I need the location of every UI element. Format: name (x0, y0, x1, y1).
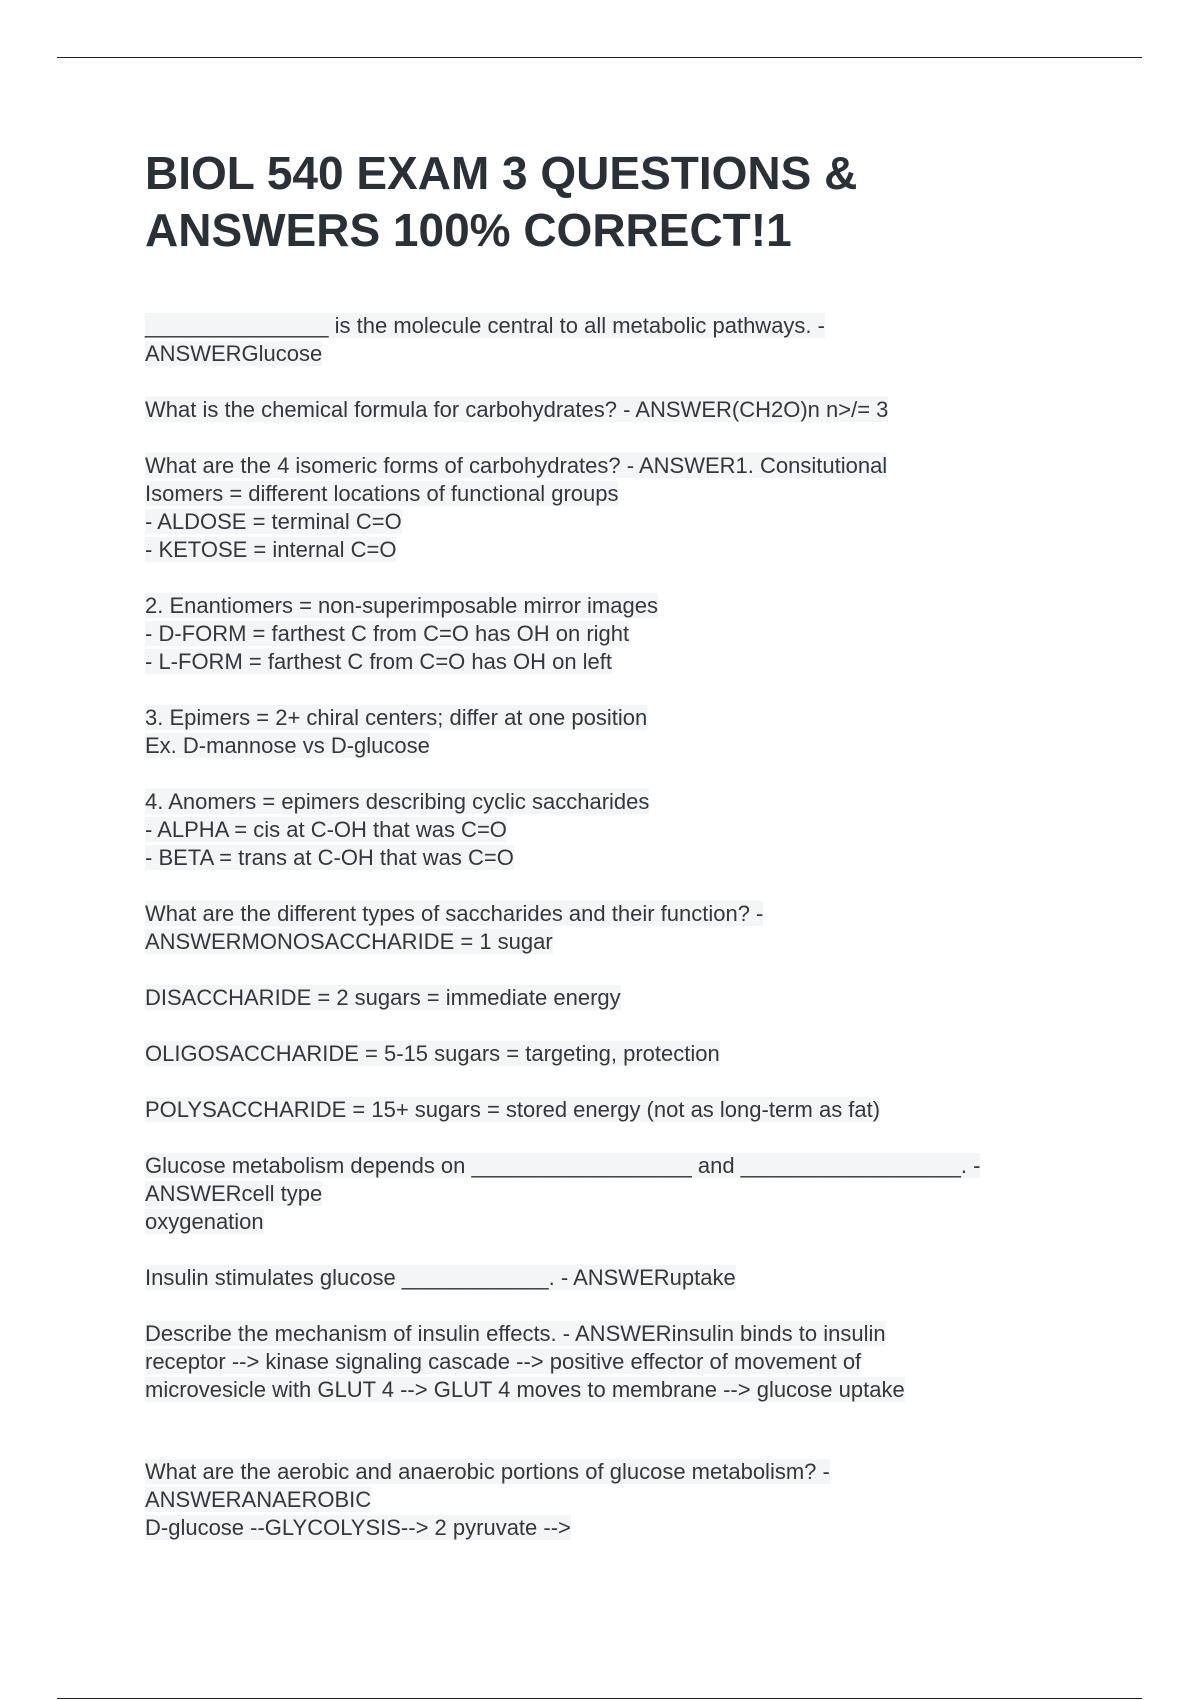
qa-line (145, 592, 1045, 620)
qa-line-text: - ALPHA = cis at C-OH that was C=O (145, 817, 507, 842)
qa-line-text: 2. Enantiomers = non-superimposable mirror images (145, 593, 658, 618)
qa-line (145, 1208, 1045, 1236)
qa-line (145, 1486, 1045, 1514)
qa-line-text: Ex. D-mannose vs D-glucose (145, 733, 430, 758)
qa-line (145, 340, 1045, 368)
qa-line (145, 788, 1045, 816)
qa-line-text: ANSWERGlucose (145, 341, 323, 366)
qa-line (145, 536, 1045, 564)
qa-line-text: - BETA = trans at C-OH that was C=O (145, 845, 514, 870)
qa-paragraph (145, 1458, 1045, 1542)
qa-line-text: DISACCHARIDE = 2 sugars = immediate energy (145, 985, 621, 1010)
qa-line (145, 648, 1045, 676)
qa-paragraph (145, 1152, 1045, 1236)
qa-line-text: ANSWERcell type (145, 1181, 323, 1206)
qa-line (145, 480, 1045, 508)
qa-line-text: 4. Anomers = epimers describing cyclic saccharides (145, 789, 650, 814)
bottom-rule (57, 1698, 1142, 1699)
title-line-1: BIOL 540 EXAM 3 QUESTIONS & (145, 147, 858, 199)
qa-line-text: Isomers = different locations of functional groups (145, 481, 619, 506)
qa-line (145, 1180, 1045, 1208)
qa-line-text: POLYSACCHARIDE = 15+ sugars = stored energy (not as long-term as fat) (145, 1097, 881, 1122)
qa-paragraph (145, 704, 1045, 760)
qa-line (145, 452, 1045, 480)
qa-line (145, 1320, 1045, 1348)
qa-line-text: OLIGOSACCHARIDE = 5-15 sugars = targeting, protection (145, 1041, 720, 1066)
qa-line-text: - ALDOSE = terminal C=O (145, 509, 402, 534)
qa-line (145, 1040, 1045, 1068)
qa-line-text: What are the aerobic and anaerobic portions of glucose metabolism? - (145, 1459, 830, 1484)
qa-paragraph (145, 984, 1045, 1012)
title-line-2: ANSWERS 100% CORRECT!1 (145, 204, 792, 256)
qa-paragraph (145, 788, 1045, 872)
qa-line (145, 396, 1045, 424)
qa-line (145, 732, 1045, 760)
qa-line-text: What are the different types of saccharides and their function? - (145, 901, 764, 926)
qa-paragraph (145, 1096, 1045, 1124)
qa-line (145, 900, 1045, 928)
qa-line (145, 1376, 1045, 1404)
page-title (145, 145, 1045, 259)
qa-paragraph (145, 1264, 1045, 1292)
qa-line-text: D-glucose --GLYCOLYSIS--> 2 pyruvate --> (145, 1515, 571, 1540)
qa-line (145, 1264, 1045, 1292)
qa-line-text: What are the 4 isomeric forms of carbohydrates? - ANSWER1. Consitutional (145, 453, 888, 478)
top-rule (57, 57, 1142, 58)
qa-paragraph (145, 312, 1045, 368)
qa-line (145, 620, 1045, 648)
qa-line (145, 1096, 1045, 1124)
qa-line-text: Glucose metabolism depends on __________________ and __________________. - (145, 1153, 981, 1178)
qa-line (145, 1514, 1045, 1542)
qa-line (145, 1348, 1045, 1376)
qa-line (145, 704, 1045, 732)
qa-line-text: - KETOSE = internal C=O (145, 537, 397, 562)
qa-line-text: oxygenation (145, 1209, 264, 1234)
qa-line (145, 312, 1045, 340)
qa-paragraph (145, 592, 1045, 676)
qa-line (145, 1152, 1045, 1180)
qa-paragraph (145, 900, 1045, 956)
document-body (145, 312, 1045, 1570)
qa-line (145, 1458, 1045, 1486)
qa-paragraph (145, 396, 1045, 424)
qa-line (145, 844, 1045, 872)
qa-line (145, 928, 1045, 956)
qa-line (145, 984, 1045, 1012)
qa-line-text: receptor --> kinase signaling cascade --> positive effector of movement of (145, 1349, 862, 1374)
qa-line-text: microvesicle with GLUT 4 --> GLUT 4 moves to membrane --> glucose uptake (145, 1377, 905, 1402)
qa-line-text: ANSWERMONOSACCHARIDE = 1 sugar (145, 929, 553, 954)
qa-line-text: _______________ is the molecule central to all metabolic pathways. - (145, 313, 825, 338)
qa-paragraph (145, 1040, 1045, 1068)
qa-line-text: What is the chemical formula for carbohydrates? - ANSWER(CH2O)n n>/= 3 (145, 397, 889, 422)
qa-line-text: ANSWERANAEROBIC (145, 1487, 372, 1512)
qa-paragraph (145, 1320, 1045, 1404)
qa-line-text: 3. Epimers = 2+ chiral centers; differ at one position (145, 705, 648, 730)
qa-line-text: - L-FORM = farthest C from C=O has OH on left (145, 649, 613, 674)
qa-paragraph (145, 452, 1045, 564)
qa-line-text: Insulin stimulates glucose ____________. - ANSWERuptake (145, 1265, 736, 1290)
qa-line-text: Describe the mechanism of insulin effects. - ANSWERinsulin binds to insulin (145, 1321, 886, 1346)
qa-line (145, 816, 1045, 844)
qa-line-text: - D-FORM = farthest C from C=O has OH on right (145, 621, 630, 646)
qa-line (145, 508, 1045, 536)
